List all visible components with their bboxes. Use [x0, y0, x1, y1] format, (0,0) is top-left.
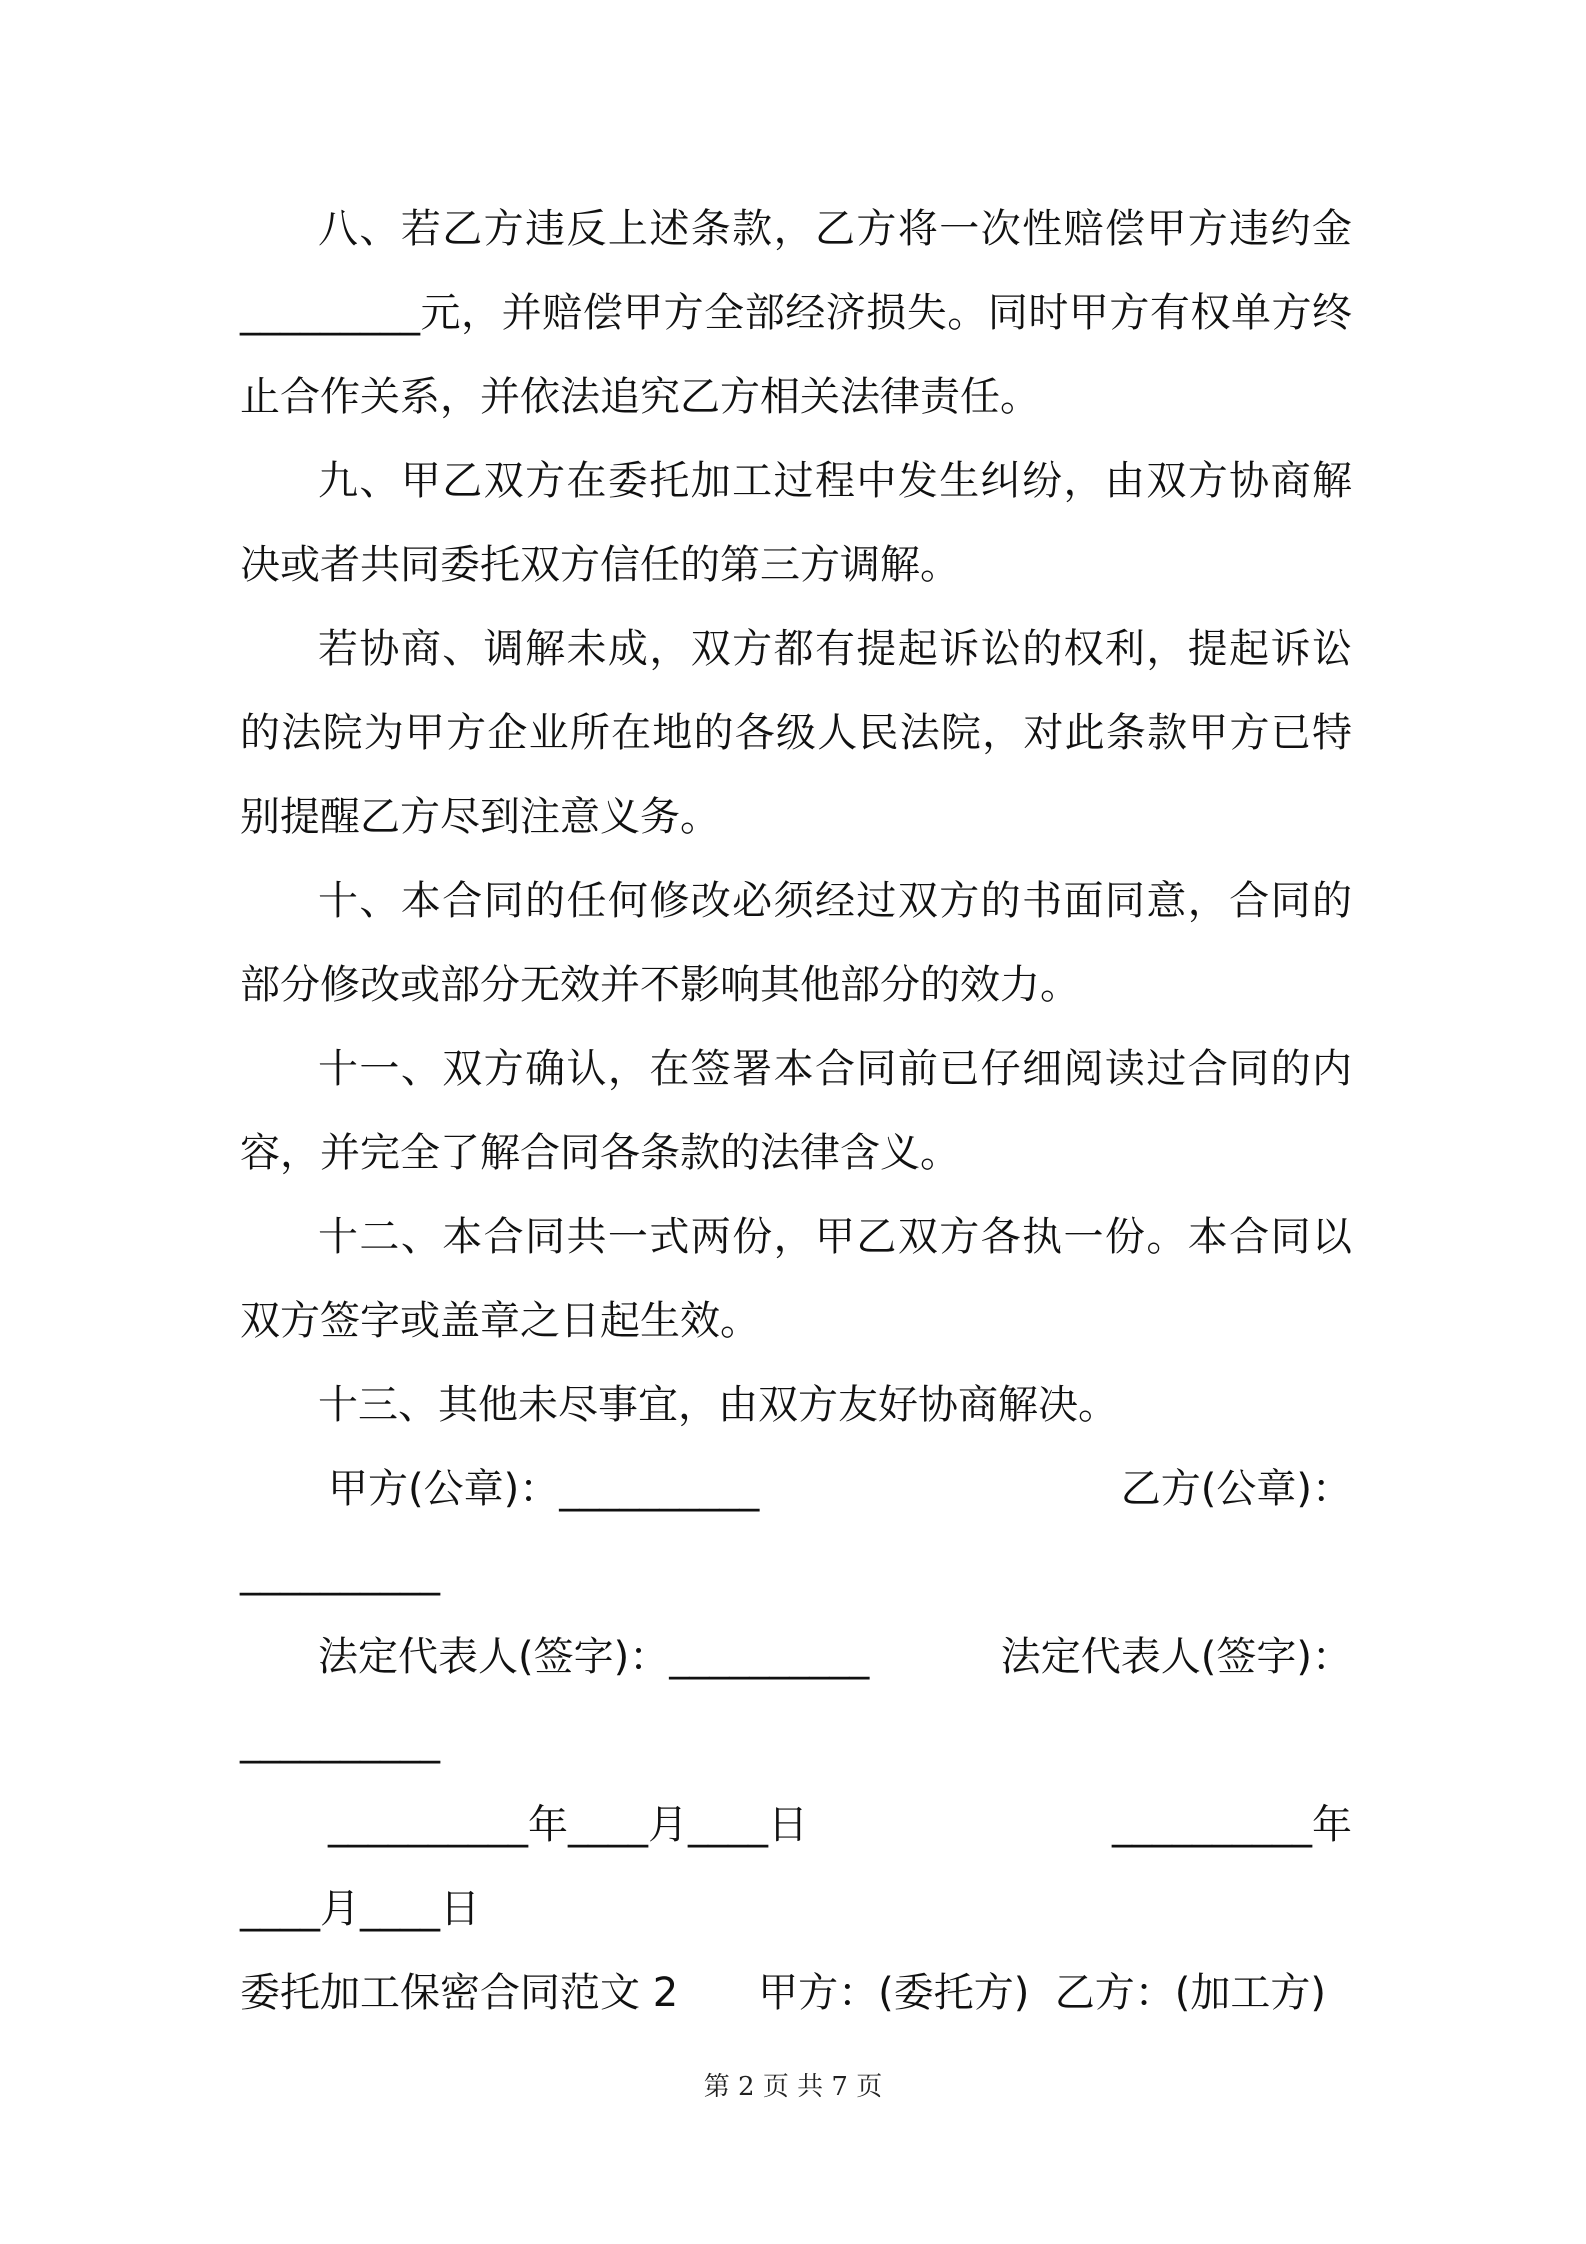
- representative-row: [240, 1615, 1352, 1699]
- party-b-seal-line: __________: [240, 1550, 440, 1596]
- clause-9-continued: 若协商、调解未成，双方都有提起诉讼的权利，提起诉讼的法院为甲方企业所在地的各级人民法院，对此条款甲方已特别提醒乙方尽到注意义务。: [240, 626, 1352, 840]
- party-b-date-rest: ____月____日: [240, 1886, 480, 1932]
- clause-8: 八、若乙方违反上述条款，乙方将一次性赔偿甲方违约金_________元，并赔偿甲方全部经济损失。同时甲方有权单方终止合作关系，并依法追究乙方相关法律责任。: [240, 206, 1352, 420]
- document-body: [240, 187, 1352, 2035]
- party-b-seal: 乙方(公章)：: [1120, 1466, 1352, 1512]
- page-footer: 第 2 页 共 7 页: [703, 2072, 883, 2102]
- next-document-title-row: [240, 1951, 1352, 2035]
- representative-line-row: [240, 1699, 1352, 1783]
- date-row: [240, 1783, 1352, 1867]
- party-a-seal: 甲方(公章)：__________: [328, 1466, 760, 1512]
- clause-12: 十二、本合同共一式两份，甲乙双方各执一份。本合同以双方签字或盖章之日起生效。: [240, 1214, 1352, 1344]
- party-b-representative-line: __________: [240, 1718, 440, 1764]
- clause-13: 十三、其他未尽事宜，由双方友好协商解决。: [318, 1382, 1118, 1428]
- clause-10: 十、本合同的任何修改必须经过双方的书面同意，合同的部分修改或部分无效并不影响其他部分的效力。: [240, 878, 1352, 1008]
- next-document-title: 委托加工保密合同范文 2 甲方：(委托方) 乙方：(加工方): [240, 1970, 1327, 2016]
- seal-line-row: [240, 1531, 1352, 1615]
- date-line-row: [240, 1867, 1352, 1951]
- clause-11: 十一、双方确认，在签署本合同前已仔细阅读过合同的内容，并完全了解合同各条款的法律含义。: [240, 1046, 1352, 1176]
- seal-row: [240, 1447, 1352, 1531]
- party-a-date: __________年____月____日: [328, 1802, 808, 1848]
- party-b-representative: 法定代表人(签字)：: [1000, 1634, 1352, 1680]
- party-b-date-year: __________年: [1112, 1802, 1352, 1848]
- party-a-representative: 法定代表人(签字)：__________: [318, 1634, 870, 1680]
- clause-9: 九、甲乙双方在委托加工过程中发生纠纷，由双方协商解决或者共同委托双方信任的第三方调解。: [240, 458, 1352, 588]
